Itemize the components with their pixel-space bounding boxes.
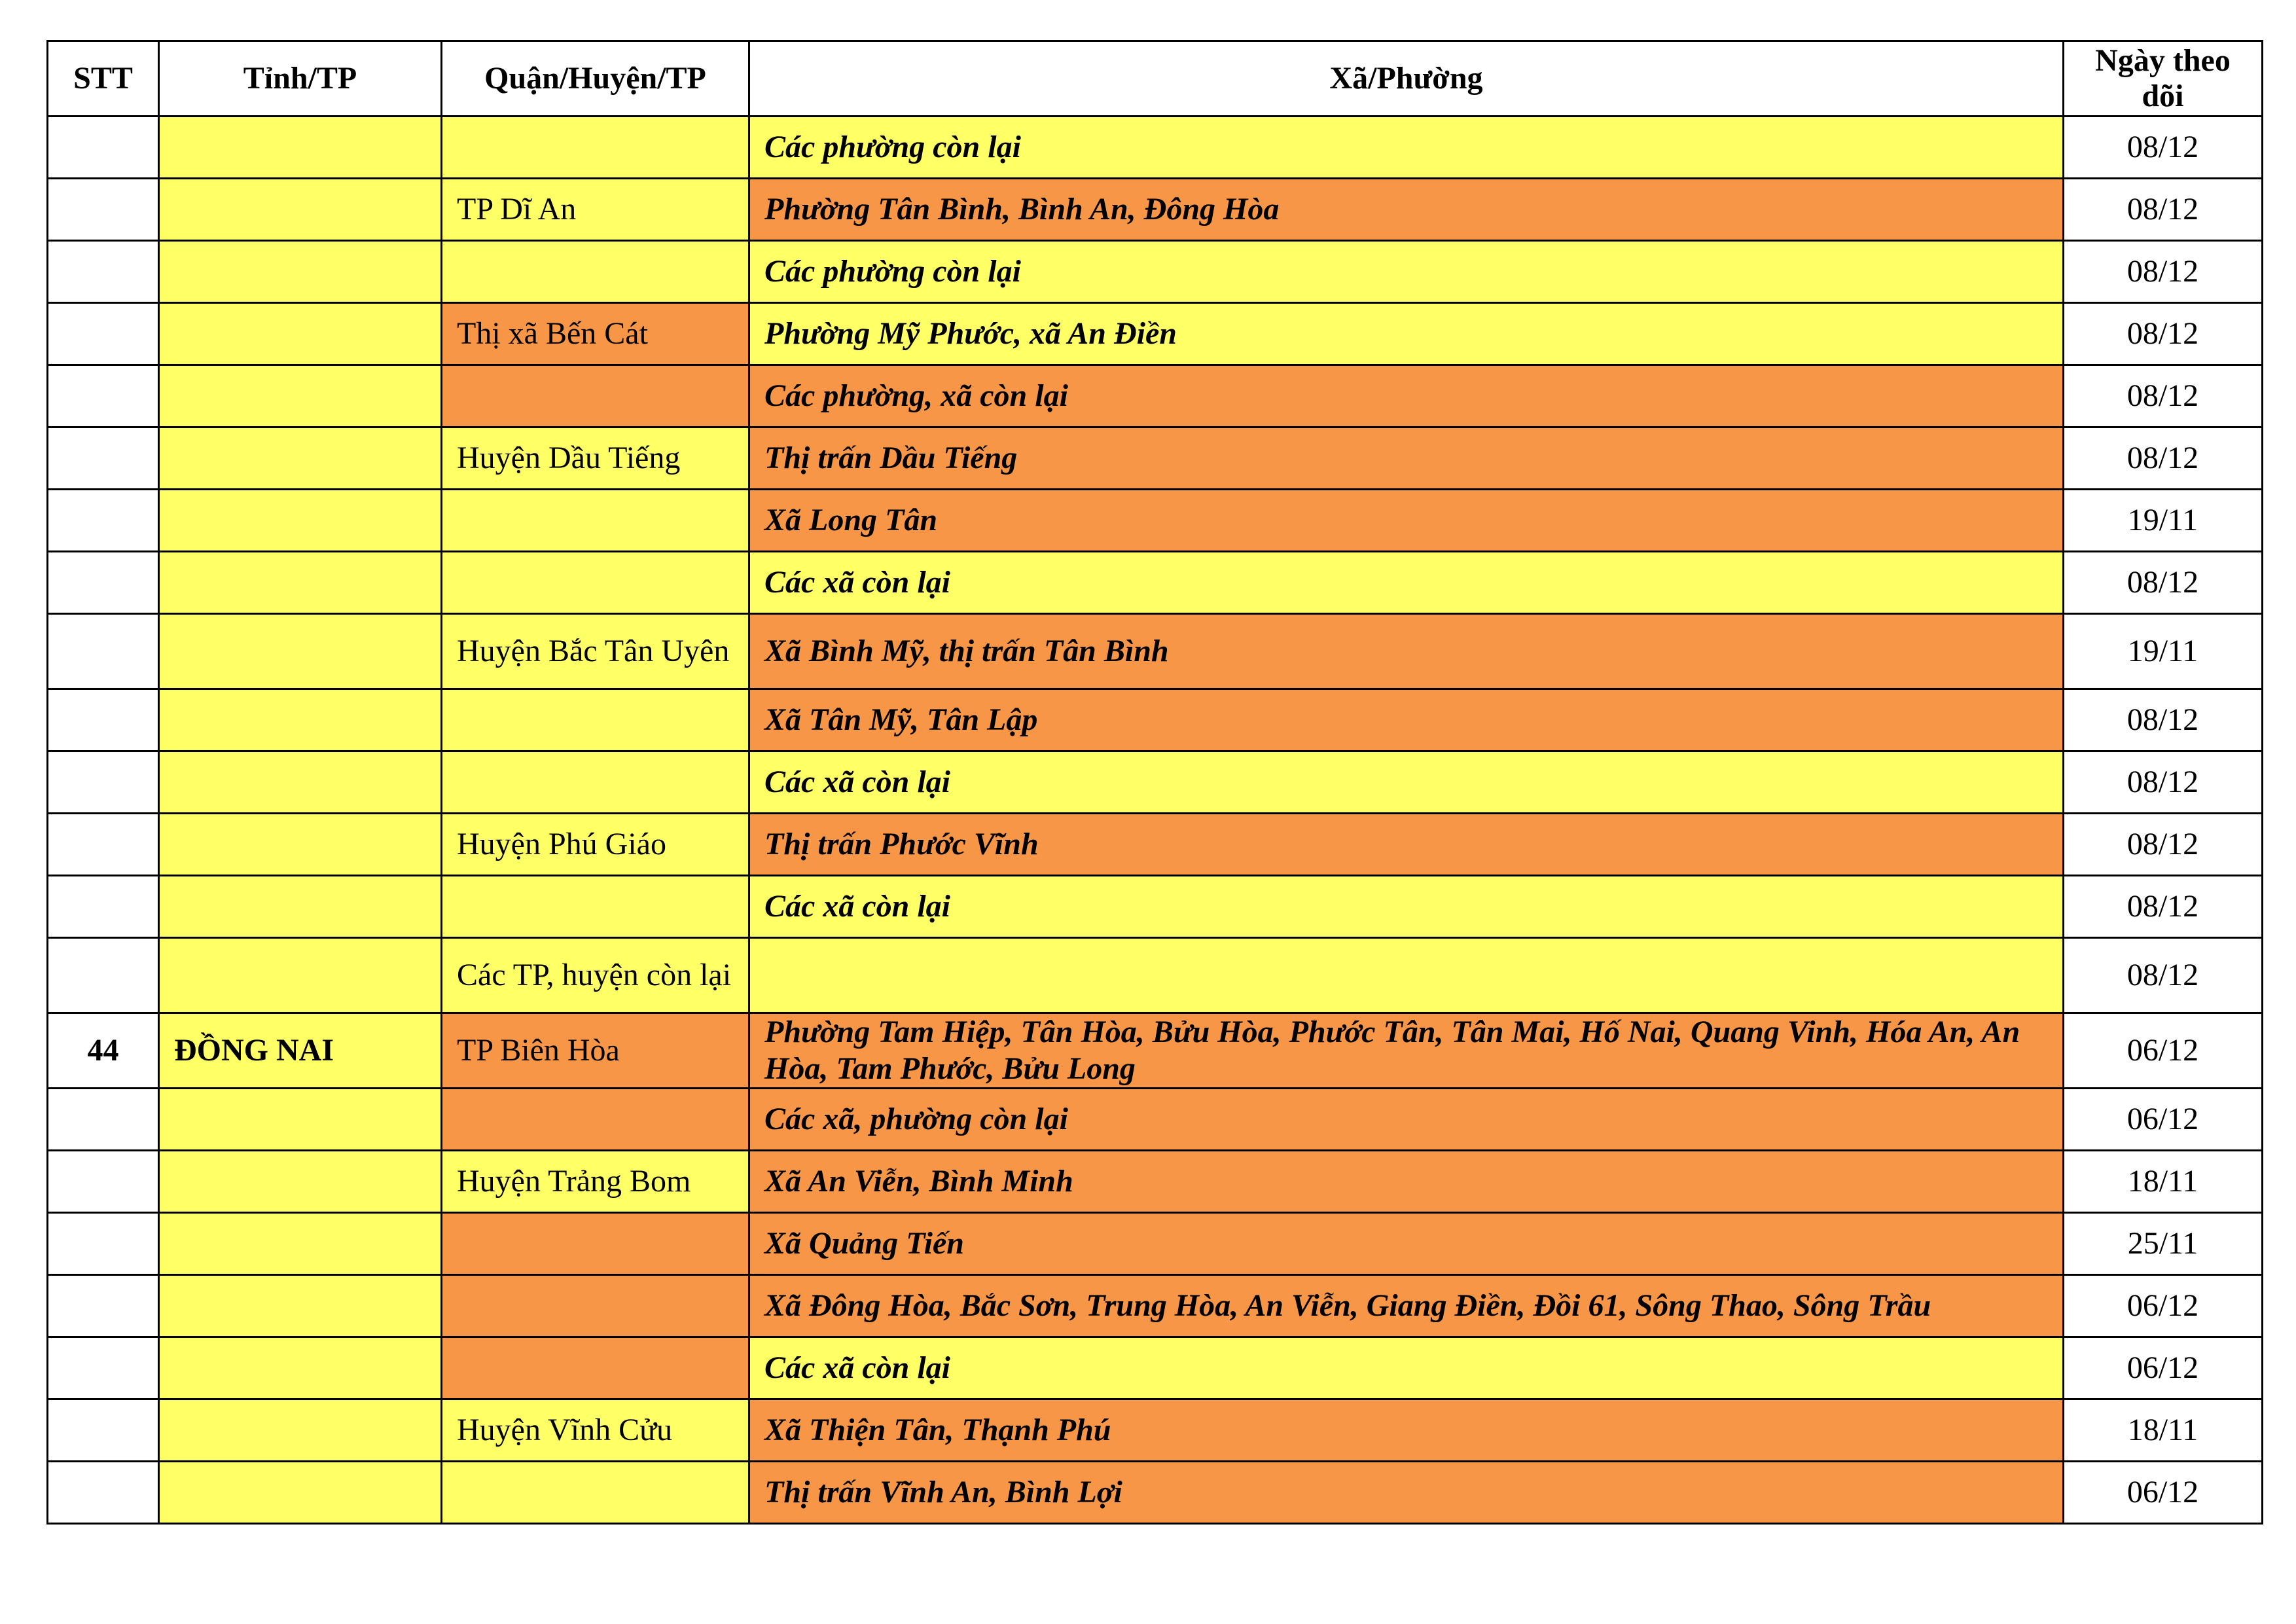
date-cell: 25/11 — [2064, 1213, 2263, 1275]
province-cell — [159, 751, 442, 814]
ward-cell: Thị trấn Vĩnh An, Bình Lợi — [749, 1462, 2064, 1524]
date-cell: 06/12 — [2064, 1275, 2263, 1337]
table-body — [48, 117, 2263, 1524]
ward-cell: Các xã còn lại — [749, 552, 2064, 614]
district-cell: Huyện Trảng Bom — [442, 1151, 749, 1213]
stt-cell — [48, 1399, 159, 1462]
date-cell: 08/12 — [2064, 241, 2263, 303]
ward-cell: Các phường, xã còn lại — [749, 365, 2064, 427]
stt-cell — [48, 1337, 159, 1399]
date-cell: 08/12 — [2064, 117, 2263, 179]
ward-cell: Phường Mỹ Phước, xã An Điền — [749, 303, 2064, 365]
table-row — [48, 1013, 2263, 1089]
date-cell: 06/12 — [2064, 1462, 2263, 1524]
province-cell — [159, 1462, 442, 1524]
province-cell — [159, 1213, 442, 1275]
province-cell — [159, 490, 442, 552]
province-cell — [159, 303, 442, 365]
ward-cell: Các xã còn lại — [749, 876, 2064, 938]
ward-cell: Các xã, phường còn lại — [749, 1089, 2064, 1151]
ward-cell: Các phường còn lại — [749, 241, 2064, 303]
date-cell: 08/12 — [2064, 365, 2263, 427]
district-cell: Huyện Bắc Tân Uyên — [442, 614, 749, 689]
province-cell — [159, 365, 442, 427]
district-cell — [442, 1089, 749, 1151]
stt-cell — [48, 303, 159, 365]
stt-cell — [48, 1151, 159, 1213]
stt-cell — [48, 1213, 159, 1275]
table-row — [48, 814, 2263, 876]
district-cell: Các TP, huyện còn lại — [442, 938, 749, 1013]
district-cell — [442, 552, 749, 614]
date-cell: 08/12 — [2064, 179, 2263, 241]
date-cell: 08/12 — [2064, 751, 2263, 814]
table-row — [48, 1275, 2263, 1337]
table-row — [48, 552, 2263, 614]
stt-cell — [48, 876, 159, 938]
header-stt: STT — [48, 41, 159, 117]
table-row — [48, 689, 2263, 751]
table-row — [48, 490, 2263, 552]
province-cell — [159, 179, 442, 241]
ward-cell: Thị trấn Phước Vĩnh — [749, 814, 2064, 876]
date-cell: 08/12 — [2064, 814, 2263, 876]
district-cell — [442, 751, 749, 814]
stt-cell — [48, 689, 159, 751]
table-row — [48, 614, 2263, 689]
header-district: Quận/Huyện/TP — [442, 41, 749, 117]
district-cell: Thị xã Bến Cát — [442, 303, 749, 365]
province-cell — [159, 814, 442, 876]
table-row — [48, 751, 2263, 814]
date-cell: 08/12 — [2064, 552, 2263, 614]
date-cell: 08/12 — [2064, 876, 2263, 938]
ward-cell: Các phường còn lại — [749, 117, 2064, 179]
date-cell: 19/11 — [2064, 614, 2263, 689]
province-cell — [159, 938, 442, 1013]
province-cell — [159, 876, 442, 938]
province-cell — [159, 1275, 442, 1337]
table-row — [48, 1089, 2263, 1151]
province-cell — [159, 427, 442, 490]
table-row — [48, 303, 2263, 365]
stt-cell — [48, 1089, 159, 1151]
district-cell — [442, 1275, 749, 1337]
table-row — [48, 427, 2263, 490]
district-cell — [442, 490, 749, 552]
table-row — [48, 1151, 2263, 1213]
ward-cell: Xã Bình Mỹ, thị trấn Tân Bình — [749, 614, 2064, 689]
header-ward: Xã/Phường — [749, 41, 2064, 117]
ward-cell: Phường Tam Hiệp, Tân Hòa, Bửu Hòa, Phước Tân, Tân Mai, Hố Nai, Quang Vinh, Hóa An, An Hòa, Tam Phước, Bửu Long — [749, 1013, 2064, 1089]
ward-cell: Thị trấn Dầu Tiếng — [749, 427, 2064, 490]
stt-cell — [48, 751, 159, 814]
ward-cell: Xã Tân Mỹ, Tân Lập — [749, 689, 2064, 751]
ward-cell: Xã Quảng Tiến — [749, 1213, 2064, 1275]
province-cell — [159, 552, 442, 614]
district-cell — [442, 365, 749, 427]
table-row — [48, 117, 2263, 179]
table-row — [48, 1462, 2263, 1524]
date-cell: 18/11 — [2064, 1399, 2263, 1462]
date-cell: 08/12 — [2064, 303, 2263, 365]
province-cell: ĐỒNG NAI — [159, 1013, 442, 1089]
table-row — [48, 1399, 2263, 1462]
district-cell: TP Biên Hòa — [442, 1013, 749, 1089]
stt-cell — [48, 241, 159, 303]
stt-cell — [48, 938, 159, 1013]
district-cell — [442, 876, 749, 938]
province-cell — [159, 614, 442, 689]
table-row — [48, 241, 2263, 303]
stt-cell — [48, 814, 159, 876]
stt-cell — [48, 365, 159, 427]
district-cell — [442, 241, 749, 303]
district-cell — [442, 1213, 749, 1275]
date-cell: 08/12 — [2064, 427, 2263, 490]
date-cell: 19/11 — [2064, 490, 2263, 552]
district-cell: Huyện Dầu Tiếng — [442, 427, 749, 490]
district-cell: Huyện Phú Giáo — [442, 814, 749, 876]
district-cell — [442, 1462, 749, 1524]
header-province: Tỉnh/TP — [159, 41, 442, 117]
date-cell: 06/12 — [2064, 1013, 2263, 1089]
province-cell — [159, 1089, 442, 1151]
date-cell: 08/12 — [2064, 938, 2263, 1013]
province-cell — [159, 241, 442, 303]
header-row — [48, 41, 2263, 117]
ward-cell: Phường Tân Bình, Bình An, Đông Hòa — [749, 179, 2064, 241]
district-cell — [442, 689, 749, 751]
ward-cell — [749, 938, 2064, 1013]
ward-cell: Xã Thiện Tân, Thạnh Phú — [749, 1399, 2064, 1462]
province-cell — [159, 1337, 442, 1399]
table-row — [48, 1337, 2263, 1399]
date-cell: 06/12 — [2064, 1337, 2263, 1399]
stt-cell — [48, 490, 159, 552]
province-cell — [159, 1399, 442, 1462]
table-row — [48, 179, 2263, 241]
stt-cell — [48, 427, 159, 490]
date-cell: 06/12 — [2064, 1089, 2263, 1151]
covid-level-table — [46, 40, 2263, 1525]
province-cell — [159, 117, 442, 179]
province-cell — [159, 689, 442, 751]
stt-cell — [48, 552, 159, 614]
stt-cell — [48, 117, 159, 179]
table-row — [48, 876, 2263, 938]
district-cell: TP Dĩ An — [442, 179, 749, 241]
table-row — [48, 1213, 2263, 1275]
table-row — [48, 938, 2263, 1013]
stt-cell — [48, 614, 159, 689]
ward-cell: Các xã còn lại — [749, 1337, 2064, 1399]
stt-cell — [48, 179, 159, 241]
date-cell: 18/11 — [2064, 1151, 2263, 1213]
table-row — [48, 365, 2263, 427]
stt-cell: 44 — [48, 1013, 159, 1089]
stt-cell — [48, 1462, 159, 1524]
ward-cell: Xã An Viễn, Bình Minh — [749, 1151, 2064, 1213]
date-cell: 08/12 — [2064, 689, 2263, 751]
district-cell: Huyện Vĩnh Cửu — [442, 1399, 749, 1462]
ward-cell: Xã Đông Hòa, Bắc Sơn, Trung Hòa, An Viễn, Giang Điền, Đồi 61, Sông Thao, Sông Trầu — [749, 1275, 2064, 1337]
ward-cell: Xã Long Tân — [749, 490, 2064, 552]
district-cell — [442, 1337, 749, 1399]
ward-cell: Các xã còn lại — [749, 751, 2064, 814]
header-date: Ngày theo dõi — [2064, 41, 2263, 117]
province-cell — [159, 1151, 442, 1213]
stt-cell — [48, 1275, 159, 1337]
district-cell — [442, 117, 749, 179]
